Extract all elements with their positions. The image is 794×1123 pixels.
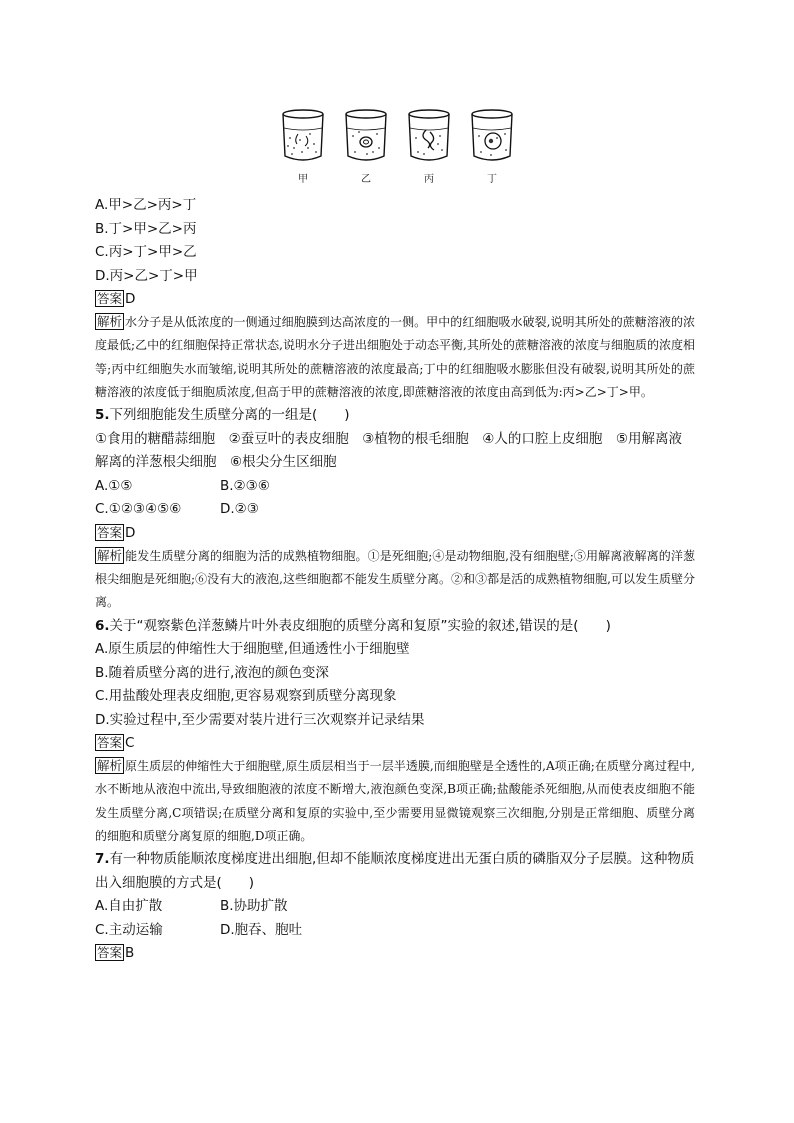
beaker-jia [280,108,326,164]
q7-options-row1 [95,895,695,919]
question-content [95,194,695,965]
beaker-label-bing: 丙 [424,174,434,185]
beaker-bing-drawing [406,108,452,164]
q5-options-row2 [95,498,695,522]
q5-option-d: D.②③ [220,501,259,518]
q6-number: 6. [95,617,110,634]
q4-option-c: C.丙>丁>甲>乙 [95,244,197,260]
q6-stem-text: 关于“观察紫色洋葱鳞片叶外表皮细胞的质壁分离和复原”实验的叙述,错误的是( ) [109,617,611,634]
q7-stem [95,848,695,895]
q4-option-b: B.丁>甲>乙>丙 [95,220,197,237]
beaker-jia-drawing [280,108,326,164]
q6-answer [95,732,695,755]
answer-tag: 答案 [97,291,123,306]
analysis-tag: 解析 [97,547,123,563]
q7-answer-value: B [125,945,135,962]
q4-answer-value: D [125,291,136,307]
q5-stem [95,404,695,428]
q7-option-d: D.胞吞、胞吐 [220,921,303,938]
answer-tag: 答案 [97,735,123,751]
q7-options-row2 [95,919,695,943]
q6-option-a: A.原生质层的伸缩性大于细胞壁,但通透性小于细胞壁 [95,641,410,658]
q7-option-c: C.主动运输 [95,921,163,938]
q5-answer [95,522,695,545]
q5-number: 5. [95,407,110,424]
q7-answer [95,942,695,965]
q4-option-a: A.甲>乙>丙>丁 [95,197,197,213]
q5-answer-value: D [125,524,136,541]
q6-analysis-text: 原生质层的伸缩性大于细胞壁,原生质层相当于一层半透膜,而细胞壁是全透性的,A项正确;在质壁分离过程中,水不断地从液泡中流出,导致细胞液的浓度不断增大,液泡颜色变深,B项正确;盐酸能杀死细胞,从而使表皮细胞不能发生质壁分离,C项错误;在质壁分离和复原的实验中,至少需要用显微镜观察三次细胞,分别是正常细胞、质壁分离的细胞和质壁分离复原的细胞,D项正确。 [95,759,695,843]
q6-stem [95,615,695,639]
q7-option-a: A.自由扩散 [95,898,163,915]
q6-analysis [95,755,695,848]
q5-items: ①食用的糖醋蒜细胞 ②蚕豆叶的表皮细胞 ③植物的根毛细胞 ④人的口腔上皮细胞 ⑤用解离液解离的洋葱根尖细胞 ⑥根尖分生区细胞 [95,430,683,471]
q4-analysis-text: 水分子是从低浓度的一侧通过细胞膜到达高浓度的一侧。甲中的红细胞吸水破裂,说明其所处的蔗糖溶液的浓度最低;乙中的红细胞保持正常状态,说明水分子进出细胞处于动态平衡,其所处的蔗糖溶液的浓度与细胞质的浓度相等;丙中红细胞失水而皱缩,说明其所处的蔗糖溶液的浓度最高;丁中的红细胞吸水膨胀但没有破裂,说明其所处的蔗糖溶液的浓度低于细胞质浓度,但高于甲的蔗糖溶液的浓度,即蔗糖溶液的浓度由高到低为:丙>乙>丁>甲。 [95,315,695,399]
q5-stem-text: 下列细胞能发生质壁分离的一组是( ) [109,407,350,424]
beaker-label-yi: 乙 [361,174,371,185]
q4-analysis [95,311,695,404]
q4-option-d: D.丙>乙>丁>甲 [95,267,198,284]
beaker-label-ding: 丁 [487,174,497,185]
analysis-tag: 解析 [97,758,123,774]
q6-answer-value: C [125,735,135,752]
q5-options-row1 [95,475,695,499]
q5-option-a: A.①⑤ [95,477,133,494]
q5-analysis [95,545,695,615]
q5-option-b: B.②③⑥ [220,477,270,494]
answer-tag: 答案 [97,945,123,961]
beaker-bing [406,108,452,164]
q6-option-b: B.随着质壁分离的进行,液泡的颜色变深 [95,664,329,681]
beaker-figure [280,108,520,188]
analysis-tag: 解析 [97,314,123,329]
beaker-yi [343,108,389,164]
q5-analysis-text: 能发生质壁分离的细胞为活的成熟植物细胞。①是死细胞;④是动物细胞,没有细胞壁;⑤用解离液解离的洋葱根尖细胞是死细胞;⑥没有大的液泡,这些细胞都不能发生质壁分离。②和③都是活的成熟植物细胞,可以发生质壁分离。 [95,548,695,610]
q6-option-d: D.实验过程中,至少需要对装片进行三次观察并记录结果 [95,711,425,728]
q6-option-c: C.用盐酸处理表皮细胞,更容易观察到质壁分离现象 [95,688,397,705]
q7-number: 7. [95,851,110,868]
beaker-yi-drawing [343,108,389,164]
answer-tag: 答案 [97,524,123,540]
beaker-ding-drawing [469,108,515,164]
beaker-ding [469,108,515,164]
q7-option-b: B.协助扩散 [220,898,288,915]
q5-option-c: C.①②③④⑤⑥ [95,501,182,518]
q4-answer [95,288,695,311]
q7-stem-text: 有一种物质能顺浓度梯度进出细胞,但却不能顺浓度梯度进出无蛋白质的磷脂双分子层膜。这种物质出入细胞膜的方式是( ) [95,851,695,891]
beaker-label-jia: 甲 [298,174,308,185]
